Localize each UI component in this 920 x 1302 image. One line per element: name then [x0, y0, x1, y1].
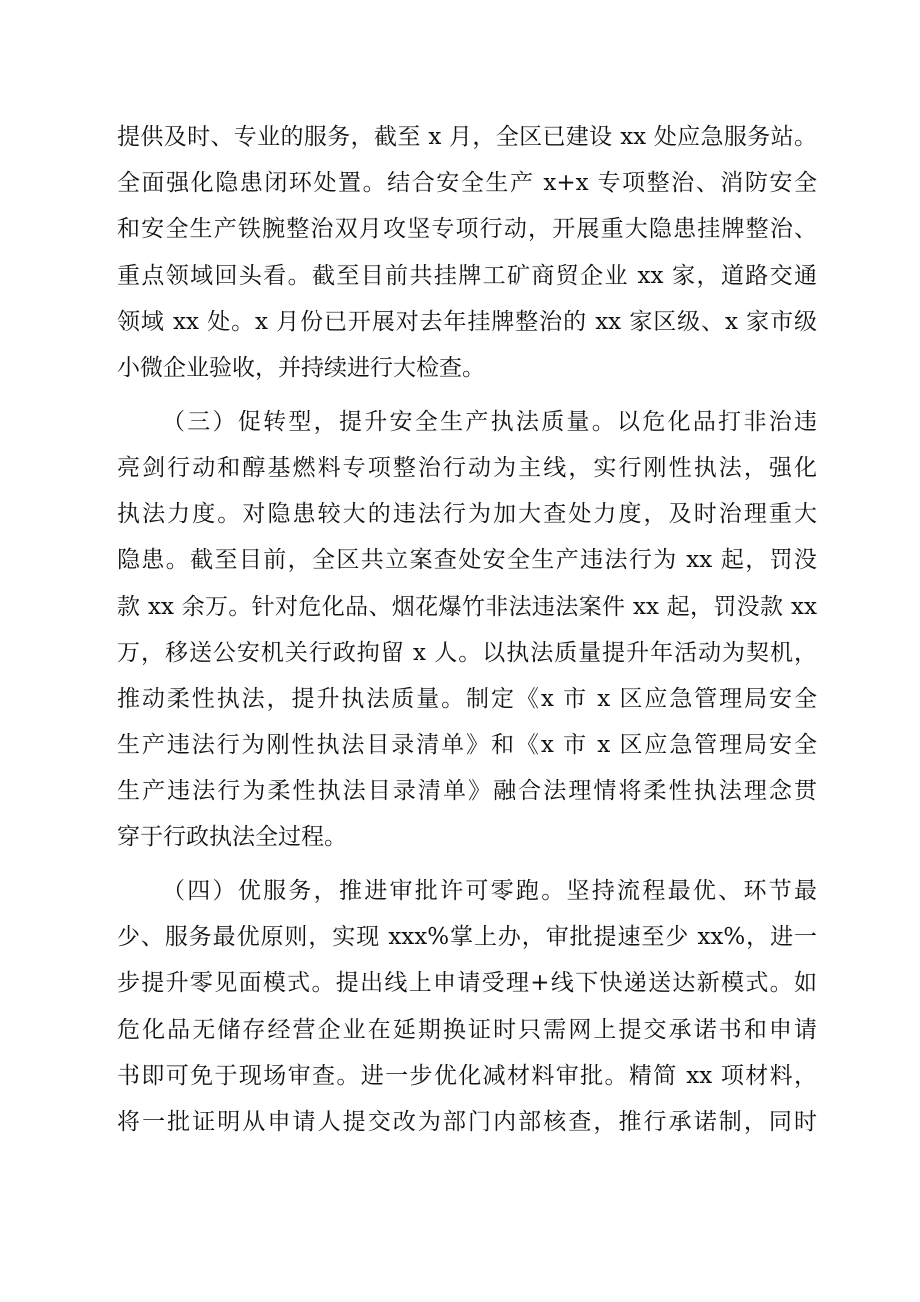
- text-line-18: 少、服务最优原则，实现 xxx%掌上办，审批提速至少 xx%，进一: [117, 924, 817, 950]
- section-3-heading-line: （三）促转型，提升安全生产执法质量。以危化品打非治违: [162, 409, 817, 435]
- text-line-15: 生产违法行为柔性执法目录清单》融合法理情将柔性执法理念贯: [117, 778, 817, 804]
- text-line-5: 领域 xx 处。x 月份已开展对去年挂牌整治的 xx 家区级、x 家市级: [117, 309, 817, 335]
- text-line-4: 重点领域回头看。截至目前共挂牌工矿商贸企业 xx 家，道路交通: [117, 263, 817, 289]
- text-line-16: 穿于行政执法全过程。: [117, 824, 347, 850]
- text-line-1: 提供及时、专业的服务，截至 x 月，全区已建设 xx 处应急服务站。: [117, 124, 817, 150]
- text-line-10: 隐患。截至目前，全区共立案查处安全生产违法行为 xx 起，罚没: [117, 547, 817, 573]
- text-line-14: 生产违法行为刚性执法目录清单》和《x 市 x 区应急管理局安全: [117, 732, 817, 758]
- text-line-11: 款 xx 余万。针对危化品、烟花爆竹非法违法案件 xx 起，罚没款 xx: [117, 594, 817, 620]
- text-line-2: 全面强化隐患闭环处置。结合安全生产 x+x 专项整治、消防安全: [117, 170, 817, 196]
- text-line-13: 推动柔性执法，提升执法质量。制定《x 市 x 区应急管理局安全: [117, 686, 817, 712]
- text-line-21: 书即可免于现场审查。进一步优化减材料审批。精简 xx 项材料，: [117, 1063, 817, 1089]
- text-line-8: 亮剑行动和醇基燃料专项整治行动为主线，实行刚性执法，强化: [117, 455, 817, 481]
- text-line-22: 将一批证明从申请人提交改为部门内部核查，推行承诺制，同时: [117, 1109, 817, 1135]
- text-line-9: 执法力度。对隐患较大的违法行为加大查处力度，及时治理重大: [117, 501, 817, 527]
- section-4-heading-line: （四）优服务，推进审批许可零跑。坚持流程最优、环节最: [162, 878, 817, 904]
- text-line-19: 步提升零见面模式。提出线上申请受理+线下快递送达新模式。如: [117, 970, 817, 996]
- text-line-6: 小微企业验收，并持续进行大检查。: [117, 355, 485, 381]
- text-line-12: 万，移送公安机关行政拘留 x 人。以执法质量提升年活动为契机，: [117, 640, 817, 666]
- text-line-3: 和安全生产铁腕整治双月攻坚专项行动，开展重大隐患挂牌整治、: [117, 216, 817, 242]
- text-line-20: 危化品无储存经营企业在延期换证时只需网上提交承诺书和申请: [117, 1017, 817, 1043]
